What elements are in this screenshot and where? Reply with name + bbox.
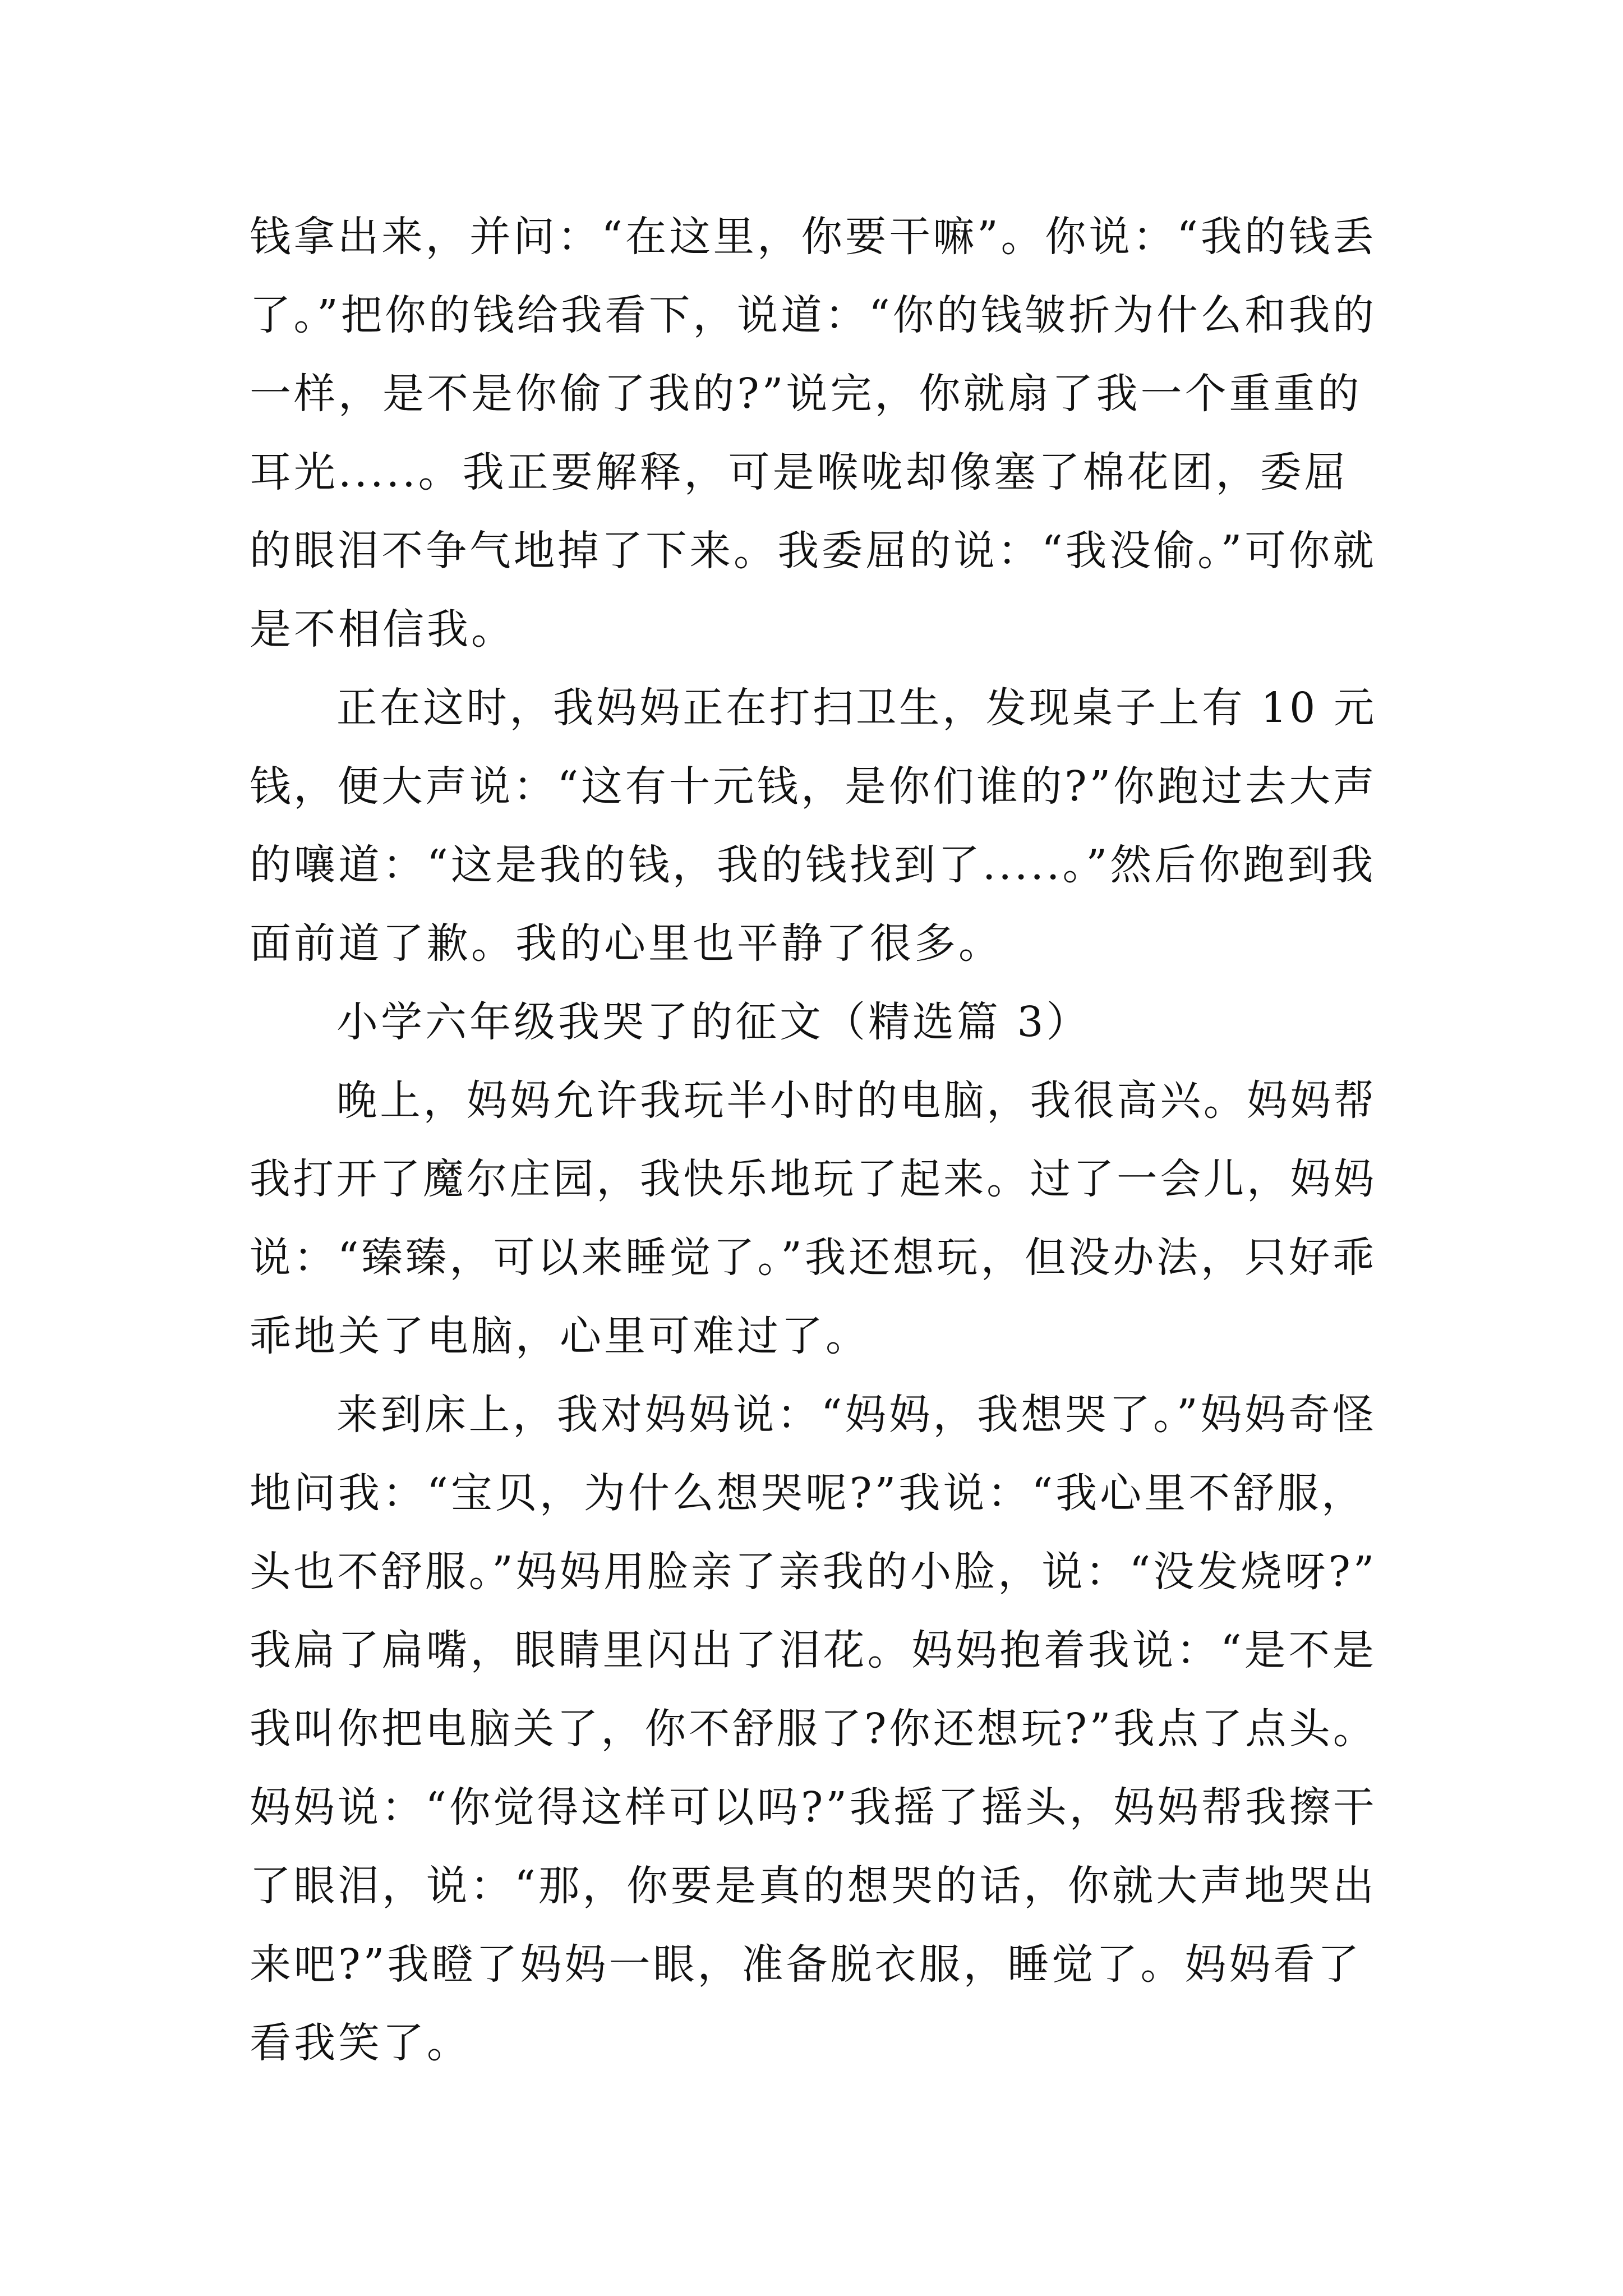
- text-line: 钱拿出来，并问：“在这里，你要干嘛”。你说：“我的钱丢: [250, 213, 1377, 261]
- text-line: 看我笑了。: [250, 2019, 471, 2067]
- text-line: 的嚷道：“这是我的钱，我的钱找到了.....。”然后你跑到我: [250, 841, 1376, 889]
- text-line: 钱，便大声说：“这有十元钱，是你们谁的?”你跑过去大声: [250, 762, 1377, 811]
- text-line: 妈妈说：“你觉得这样可以吗?”我摇了摇头，妈妈帮我擦干: [250, 1783, 1377, 1832]
- text-line: 了眼泪，说：“那，你要是真的想哭的话，你就大声地哭出: [250, 1862, 1377, 1910]
- text-line: 我叫你把电脑关了，你不舒服了?你还想玩?”我点了点头。: [250, 1705, 1377, 1753]
- text-line: 的眼泪不争气地掉了下来。我委屈的说：“我没偷。”可你就: [250, 527, 1377, 575]
- text-line: 我扁了扁嘴，眼睛里闪出了泪花。妈妈抱着我说：“是不是: [250, 1626, 1377, 1674]
- text-line: 面前道了歉。我的心里也平静了很多。: [250, 919, 1003, 968]
- text-line: 了。”把你的钱给我看下，说道：“你的钱皱折为什么和我的: [250, 291, 1377, 339]
- text-line: 耳光.....。我正要解释，可是喉咙却像塞了棉花团，委屈: [250, 448, 1349, 496]
- text-line: 一样，是不是你偷了我的?”说完，你就扇了我一个重重的: [250, 370, 1362, 418]
- section-heading: 小学六年级我哭了的征文（精选篇 3）: [336, 998, 1091, 1046]
- text-line: 来吧?”我瞪了妈妈一眼，准备脱衣服，睡觉了。妈妈看了: [250, 1940, 1362, 1989]
- paragraph-first-line: 正在这时，我妈妈正在打扫卫生，发现桌子上有 10 元: [336, 684, 1377, 732]
- text-line: 我打开了魔尔庄园，我快乐地玩了起来。过了一会儿，妈妈: [250, 1155, 1377, 1203]
- paragraph-first-line: 晚上，妈妈允许我玩半小时的电脑，我很高兴。妈妈帮: [336, 1076, 1377, 1125]
- text-line: 说：“臻臻，可以来睡觉了。”我还想玩，但没办法，只好乖: [250, 1234, 1377, 1282]
- text-line: 是不相信我。: [250, 605, 515, 654]
- text-line: 地问我：“宝贝，为什么想哭呢?”我说：“我心里不舒服，: [250, 1469, 1366, 1517]
- text-line: 头也不舒服。”妈妈用脸亲了亲我的小脸，说：“没发烧呀?”: [250, 1548, 1377, 1596]
- paragraph-first-line: 来到床上，我对妈妈说：“妈妈，我想哭了。”妈妈奇怪: [336, 1391, 1377, 1439]
- text-line: 乖地关了电脑，心里可难过了。: [250, 1312, 870, 1360]
